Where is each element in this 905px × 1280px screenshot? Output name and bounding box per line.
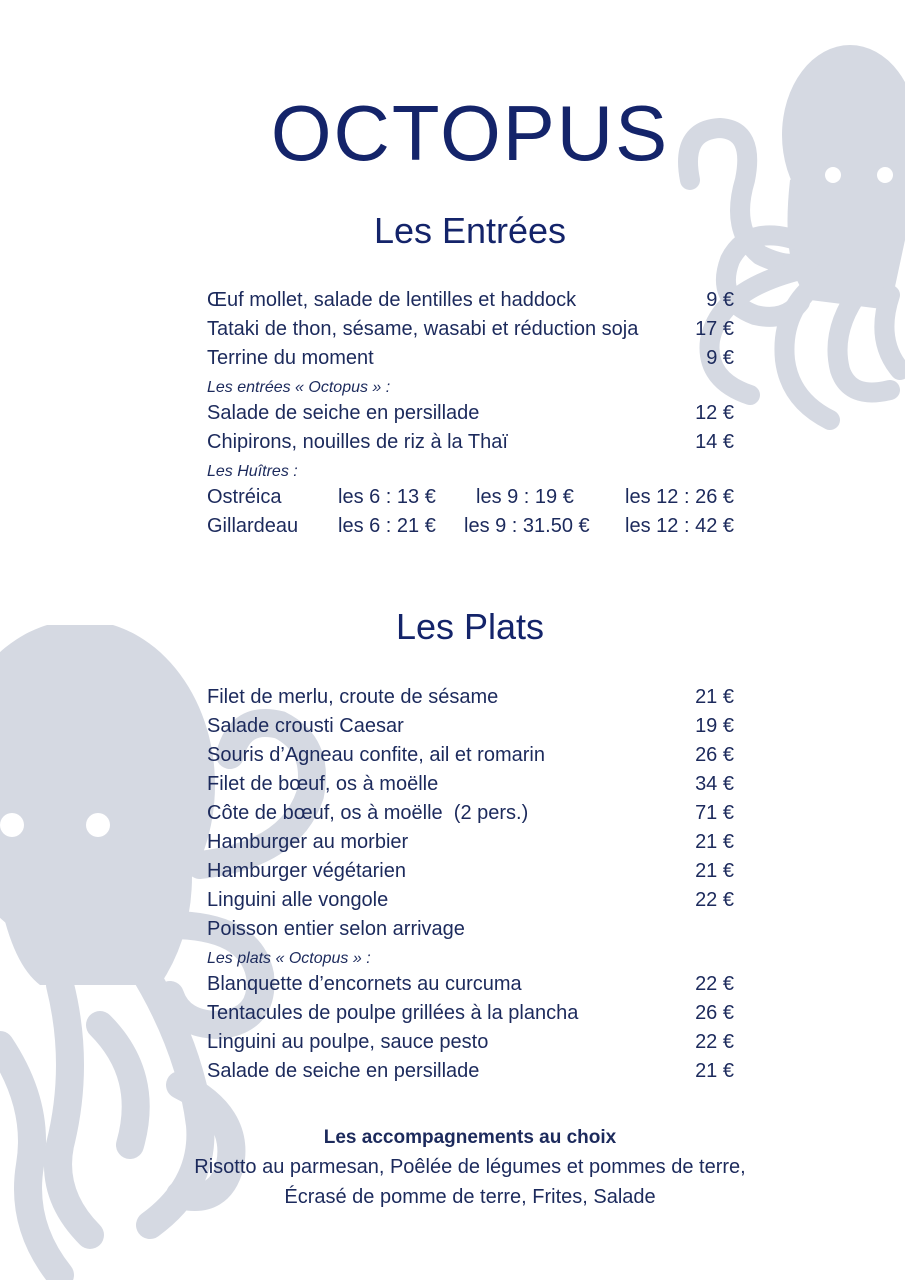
item-name: Souris d’Agneau confite, ail et romarin [207, 744, 545, 766]
item-price: 9 € [706, 347, 734, 369]
oyster-price-12: les 12 : 26 € [625, 486, 734, 508]
menu-item [207, 999, 734, 1028]
item-price: 17 € [695, 318, 734, 340]
menu-item [207, 428, 734, 457]
item-name: Tentacules de poulpe grillées à la plancha [207, 1002, 579, 1024]
item-name: Tataki de thon, sésame, wasabi et réduction soja [207, 318, 639, 340]
accompaniments-line-1: Risotto au parmesan, Poêlée de légumes et pommes de terre, [194, 1156, 746, 1178]
menu-item [207, 886, 734, 915]
menu-item [207, 799, 734, 828]
entrees-octopus-subheading: Les entrées « Octopus » : [207, 379, 391, 396]
oysters-subheading: Les Huîtres : [207, 463, 298, 480]
oyster-price-9: les 9 : 19 € [476, 486, 574, 508]
item-price: 12 € [695, 402, 734, 424]
item-price: 19 € [695, 715, 734, 737]
plats-list [207, 683, 734, 1086]
item-name: Salade crousti Caesar [207, 715, 404, 737]
menu-item [207, 770, 734, 799]
item-price: 22 € [695, 1031, 734, 1053]
item-name: Blanquette d’encornets au curcuma [207, 973, 522, 995]
item-price: 71 € [695, 802, 734, 824]
menu-item [207, 344, 734, 373]
item-price: 9 € [706, 289, 734, 311]
item-name: Terrine du moment [207, 347, 374, 369]
entrees-list [207, 286, 734, 541]
item-price: 26 € [695, 744, 734, 766]
menu-item [207, 1028, 734, 1057]
item-name: Poisson entier selon arrivage [207, 918, 465, 940]
item-price: 22 € [695, 973, 734, 995]
menu-item [207, 315, 734, 344]
item-price: 21 € [695, 860, 734, 882]
menu-item [207, 828, 734, 857]
item-price: 21 € [695, 831, 734, 853]
item-name: Linguini alle vongole [207, 889, 389, 911]
menu-item [207, 741, 734, 770]
accompaniments-heading: Les accompagnements au choix [323, 1127, 617, 1148]
oyster-name: Ostréica [207, 486, 282, 508]
menu-item [207, 1057, 734, 1086]
restaurant-title: OCTOPUS [270, 89, 670, 177]
item-price: 21 € [695, 686, 734, 708]
item-price: 22 € [695, 889, 734, 911]
item-name: Salade de seiche en persillade [207, 1060, 480, 1082]
item-name: Hamburger au morbier [207, 831, 409, 853]
menu-item [207, 712, 734, 741]
item-name: Chipirons, nouilles de riz à la Thaï [207, 431, 508, 453]
item-name: Côte de bœuf, os à moëlle (2 pers.) [207, 802, 529, 824]
item-name: Filet de merlu, croute de sésame [207, 686, 499, 708]
item-name: Filet de bœuf, os à moëlle [207, 773, 439, 795]
menu-item [207, 857, 734, 886]
menu-item [207, 399, 734, 428]
oyster-price-9: les 9 : 31.50 € [464, 515, 590, 537]
plats-heading: Les Plats [395, 606, 545, 647]
item-name: Œuf mollet, salade de lentilles et haddock [207, 289, 577, 311]
oyster-row [207, 483, 734, 512]
oyster-price-6: les 6 : 13 € [338, 486, 436, 508]
oyster-price-12: les 12 : 42 € [625, 515, 734, 537]
item-price: 21 € [695, 1060, 734, 1082]
item-price: 26 € [695, 1002, 734, 1024]
menu-item [207, 915, 734, 944]
item-price: 14 € [695, 431, 734, 453]
menu-item [207, 286, 734, 315]
oyster-name: Gillardeau [207, 515, 299, 537]
menu-item [207, 970, 734, 999]
item-name: Salade de seiche en persillade [207, 402, 480, 424]
item-name: Linguini au poulpe, sauce pesto [207, 1031, 489, 1053]
menu-item [207, 683, 734, 712]
item-price: 34 € [695, 773, 734, 795]
item-name: Hamburger végétarien [207, 860, 406, 882]
accompaniments-line-2: Écrasé de pomme de terre, Frites, Salade [284, 1186, 656, 1208]
plats-octopus-subheading: Les plats « Octopus » : [207, 950, 371, 967]
oyster-price-6: les 6 : 21 € [338, 515, 436, 537]
entrees-heading: Les Entrées [373, 210, 567, 251]
oyster-row [207, 512, 734, 541]
